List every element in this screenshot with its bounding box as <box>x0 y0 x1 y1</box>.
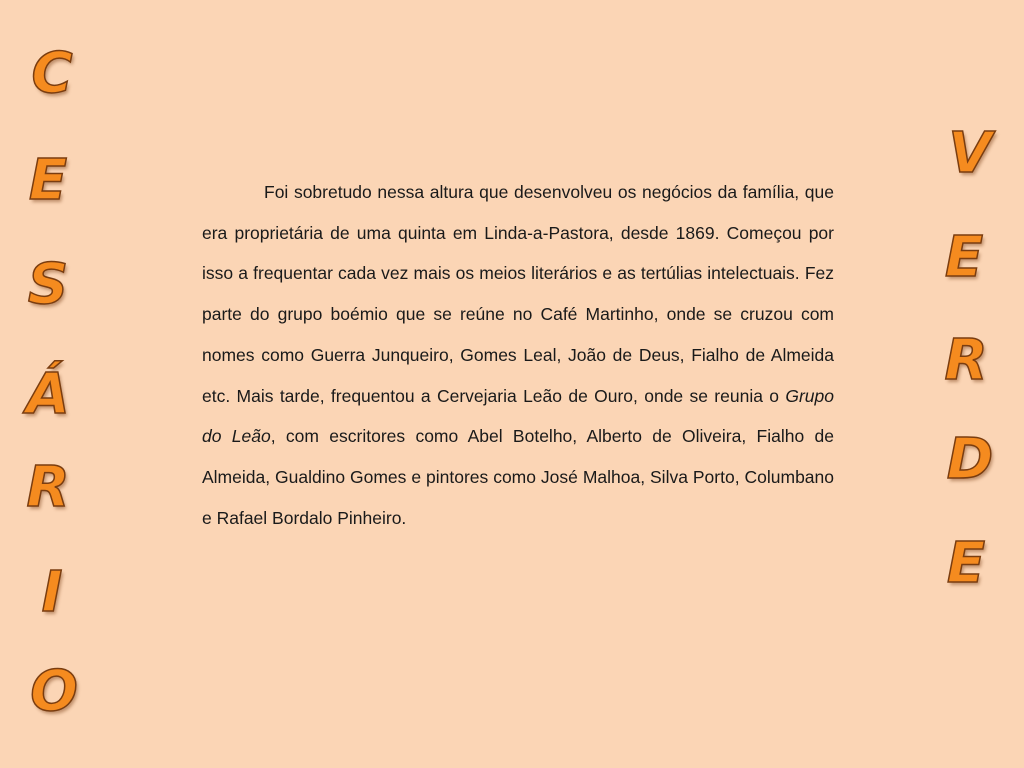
title-letter-d: D <box>946 427 994 492</box>
title-letter-e: E <box>28 148 68 213</box>
title-letter-a-acute: Á <box>26 362 70 427</box>
title-letter-r: R <box>944 328 988 393</box>
body-paragraph <box>202 172 834 538</box>
paragraph-text-start: Foi sobretudo nessa altura que desenvolveu os negócios da família, que era proprietária de uma quinta em Linda-a-Pastora, desde 1869. Começou por isso a frequentar cada vez mais os meios literários e as tertúlias intelectuais. Fez parte do grupo boémio que se reúne no Café Martinho, onde se cruzou com nomes como Guerra Junqueiro, Gomes Leal, João de Deus, Fialho de Almeida etc. Mais tarde, frequentou a Cervejaria Leão de Ouro, onde se reunia o <box>202 182 834 406</box>
title-letter-e: E <box>944 225 984 290</box>
title-letter-r: R <box>26 455 70 520</box>
title-letter-i: I <box>41 560 63 625</box>
title-letter-e: E <box>946 531 986 596</box>
paragraph-text-end: , com escritores como Abel Botelho, Alberto de Oliveira, Fialho de Almeida, Gualdino Gomes e pintores como José Malhoa, Silva Porto, Columbano e Rafael Bordalo Pinheiro. <box>202 426 834 528</box>
title-letter-c: C <box>31 41 73 106</box>
title-letter-s: S <box>27 252 69 317</box>
paragraph-italic-group-name: Grupo do Leão <box>202 385 834 447</box>
title-letter-v: V <box>948 121 992 186</box>
title-letter-o: O <box>30 659 78 724</box>
